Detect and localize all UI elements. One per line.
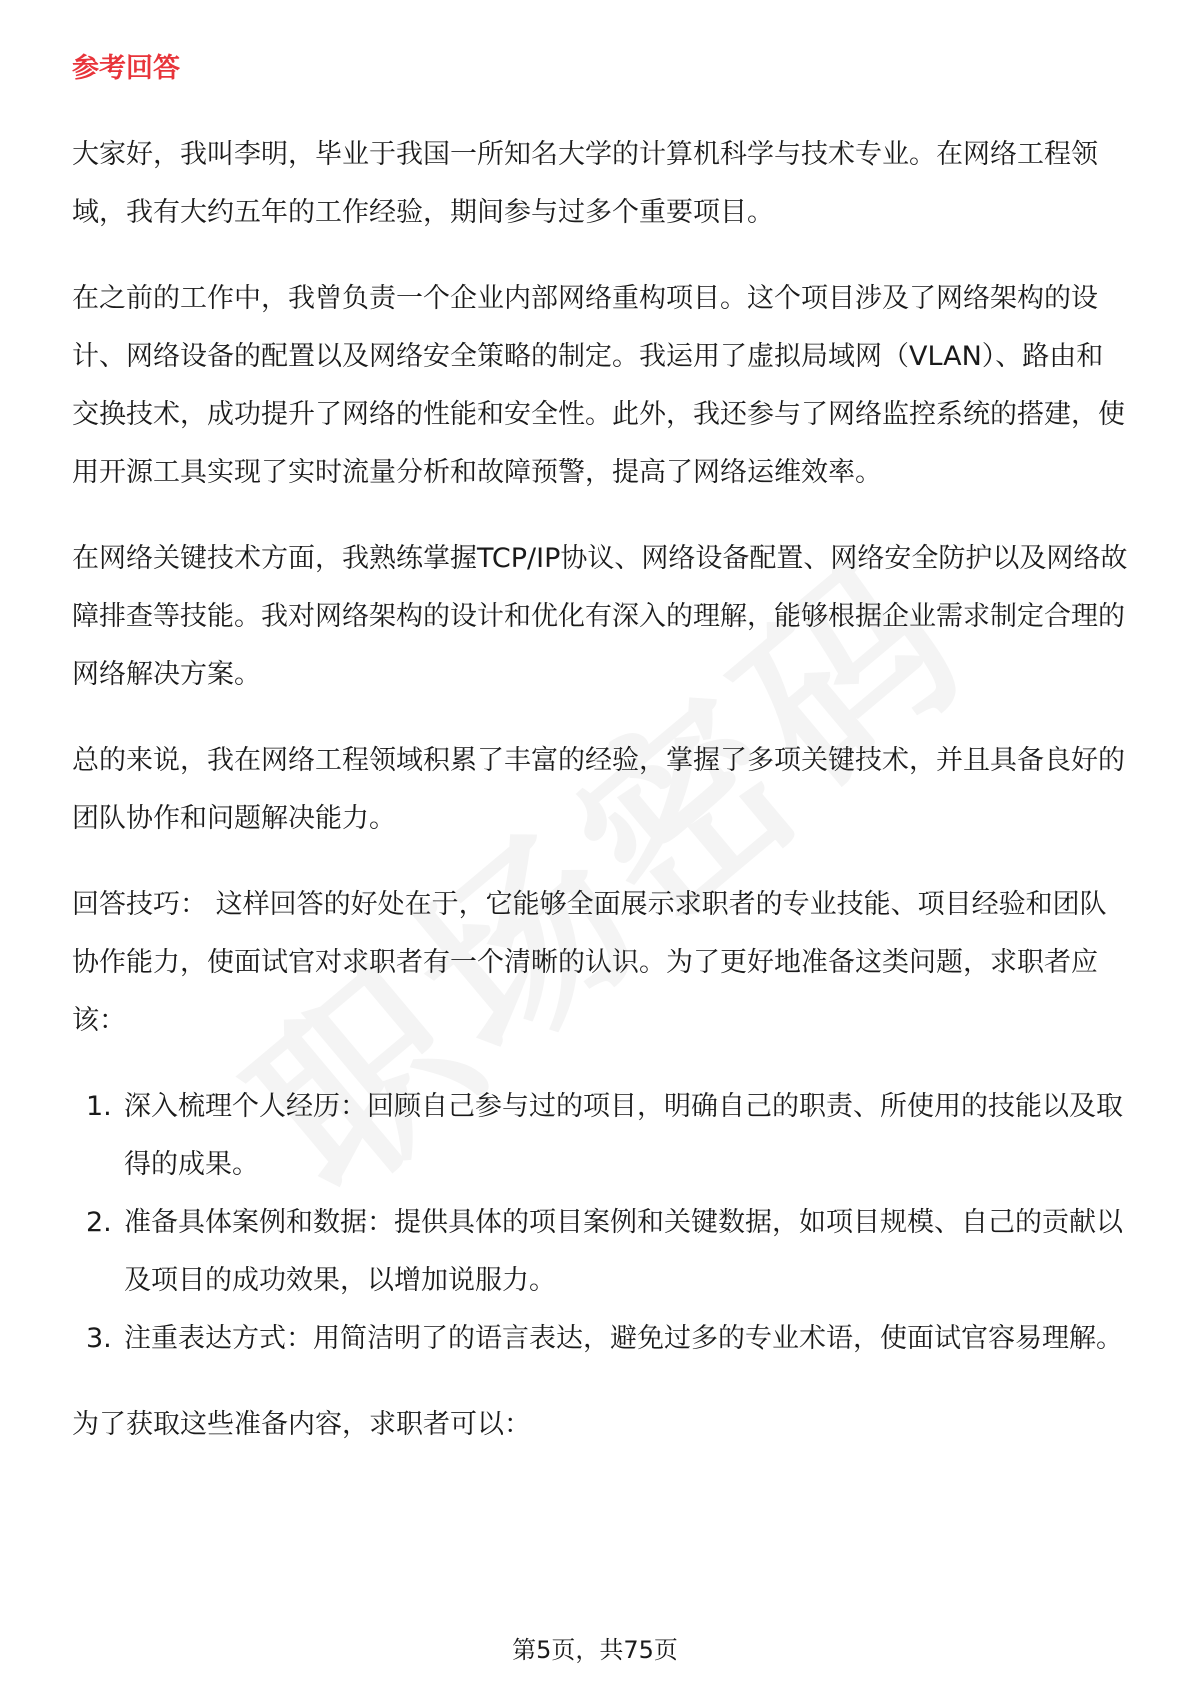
list-item-number: 1.	[86, 1091, 112, 1122]
list-item	[72, 1194, 1128, 1310]
list-item-text: 深入梳理个人经历：回顾自己参与过的项目，明确自己的职责、所使用的技能以及取得的成果。	[124, 1091, 1123, 1180]
paragraph-key-skills: 在网络关键技术方面，我熟练掌握TCP/IP协议、网络设备配置、网络安全防护以及网络故障排查等技能。我对网络架构的设计和优化有深入的理解，能够根据企业需求制定合理的网络解决方案。	[72, 543, 1128, 690]
paragraph-project-experience: 在之前的工作中，我曾负责一个企业内部网络重构项目。这个项目涉及了网络架构的设计、网络设备的配置以及网络安全策略的制定。我运用了虚拟局域网（VLAN）、路由和交换技术，成功提升了网络的性能和安全性。此外，我还参与了网络监控系统的搭建，使用开源工具实现了实时流量分析和故障预警，提高了网络运维效率。	[72, 283, 1125, 488]
paragraph-closing: 为了获取这些准备内容，求职者可以：	[72, 1409, 531, 1440]
section-title: 参考回答	[72, 53, 180, 84]
list-item	[72, 1078, 1128, 1194]
list-item-text: 准备具体案例和数据：提供具体的项目案例和关键数据，如项目规模、自己的贡献以及项目的成功效果，以增加说服力。	[124, 1207, 1123, 1296]
list-item-number: 3.	[86, 1323, 112, 1354]
page-content	[72, 46, 1128, 1482]
page-number: 第5页，共75页	[512, 1636, 678, 1664]
tips-list	[72, 1078, 1128, 1368]
paragraph-intro: 大家好，我叫李明，毕业于我国一所知名大学的计算机科学与技术专业。在网络工程领域，我有大约五年的工作经验，期间参与过多个重要项目。	[72, 139, 1098, 228]
paragraph-answer-tips: 回答技巧： 这样回答的好处在于，它能够全面展示求职者的专业技能、项目经验和团队协作能力，使面试官对求职者有一个清晰的认识。为了更好地准备这类问题，求职者应该：	[72, 889, 1107, 1036]
list-item-text: 注重表达方式：用简洁明了的语言表达，避免过多的专业术语，使面试官容易理解。	[124, 1323, 1123, 1354]
list-item	[72, 1310, 1128, 1368]
paragraph-summary: 总的来说，我在网络工程领域积累了丰富的经验，掌握了多项关键技术，并且具备良好的团队协作和问题解决能力。	[72, 745, 1125, 834]
list-item-number: 2.	[86, 1207, 112, 1238]
